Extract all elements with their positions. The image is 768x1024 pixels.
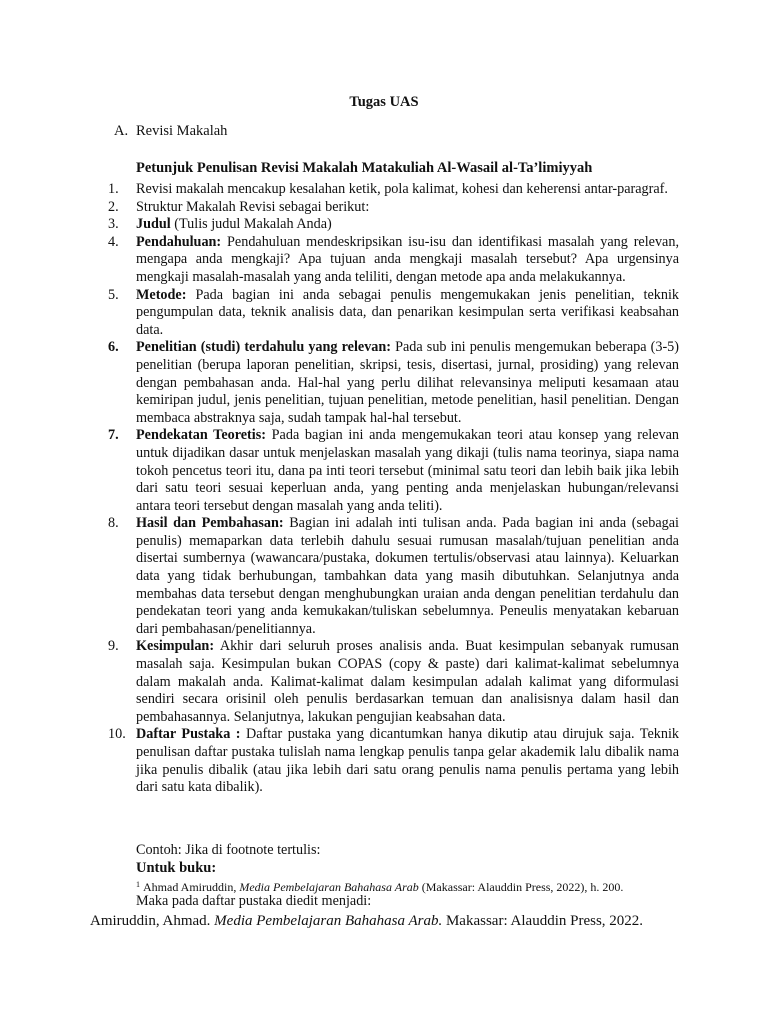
footnote-mark: 1	[136, 880, 140, 889]
list-item-text: Akhir dari seluruh proses analisis anda. Buat kesimpulan sebanyak rumusan masalah saja. Kesimpulan bukan COPAS (copy & paste) dari kalimat-kalimat sebelumnya dalam makalah anda. Kalimat-kalimat dalam kesimpulan adalah kalimat yang diformulasi sendiri secara orisinil oleh penulis berdasarkan temuan dan analisisnya dalam hasil dan pembahasannya. Selanjutnya, lakukan pengujian keabsahan data.	[136, 638, 679, 725]
bibliography-publication: Makassar: Alauddin Press, 2022.	[442, 913, 644, 929]
list-item	[108, 234, 679, 287]
list-item-label: Judul	[136, 216, 171, 233]
list-item	[108, 726, 679, 796]
subheading: Petunjuk Penulisan Revisi Makalah Matakuliah Al-Wasail al-Ta’limiyyah	[136, 160, 593, 176]
book-heading: Untuk buku:	[136, 860, 217, 876]
section-label: Revisi Makalah	[136, 123, 228, 139]
list-item-text: Pada bagian ini anda sebagai penulis mengemukakan jenis penelitian, teknik pengumpulan data, teknik analisis data, dan penarikan kesimpulan serta verifikasi keabsahan data.	[136, 286, 679, 338]
list-item-label: Pendahuluan:	[136, 233, 222, 250]
bibliography-entry	[90, 912, 643, 930]
section-letter: A.	[114, 123, 129, 139]
list-item-text: Revisi makalah mencakup kesalahan ketik, pola kalimat, kohesi dan keherensi antar-paragraf.	[136, 181, 668, 197]
list-item-text: Bagian ini adalah inti tulisan anda. Pada bagian ini anda (sebagai penulis) memaparkan data terlebih dahulu sesuai rumusan masalah/tujuan penelitian anda disertai sumbernya (wawancara/pustaka, dokumen tertulis/observasi atau lainnya). Keluarkan data yang tidak berhubungan, tambahkan data yang masih dibutuhkan. Selanjutnya anda membahas data tersebut dengan menghubungkan uraian anda dengan penelitian terdahulu dan pendekatan teori yang anda kemukakan/tuliskan sebelumnya. Peneulis menyatakan kebaruan dari pembahasan/penelitiannya.	[136, 515, 679, 637]
example-intro: Contoh: Jika di footnote tertulis:	[136, 842, 321, 858]
list-item-text: Pada sub ini penulis mengemukan beberapa (3-5) penelitian (berupa laporan penelitian, skripsi, tesis, disertasi, jurnal, prosiding) yang relevan dengan pembahasan anda. Hal-hal yang perlu dilihat relevansinya meliputi kesamaan atau kemiripan judul, jenis penelitian, tujuan penelitian, metode penelitian, hasil penelitian. Dengan membaca abstraknya saja, sudah tampak hal-hal tersebut.	[136, 339, 680, 426]
list-item-label: Daftar Pustaka :	[136, 726, 241, 743]
list-item-text: Daftar pustaka yang dicantumkan hanya dikutip atau dirujuk saja. Teknik penulisan daftar pustaka tulislah nama lengkap penulis tanpa gelar akademik lalu dibalik nama jika penulis dibalik (atau jika lebih dari satu orang penulis nama penulis pertama yang lebih dari satu kata dibalik).	[136, 726, 679, 796]
list-item	[108, 638, 679, 726]
list-item-label: Hasil dan Pembahasan:	[136, 515, 284, 532]
list-item-number: 4.	[108, 233, 119, 250]
section-heading	[114, 123, 227, 140]
list-item	[108, 515, 679, 638]
list-item	[108, 339, 679, 427]
footnote-author: Ahmad Amiruddin,	[143, 880, 240, 894]
bibliography-author: Amiruddin, Ahmad.	[90, 913, 215, 929]
list-item-number: 1.	[108, 181, 119, 197]
list-item	[108, 199, 679, 217]
list-item-text: (Tulis judul Makalah Anda)	[170, 216, 332, 233]
list-item-label: Metode:	[136, 286, 187, 303]
list-item-number: 5.	[108, 286, 119, 303]
footnote-book-title: Media Pembelajaran Bahahasa Arab	[239, 880, 419, 894]
list-item-label: Penelitian (studi) terdahulu yang relevan:	[136, 339, 392, 356]
list-item-text: Pendahuluan mendeskripsikan isu-isu dan identifikasi masalah yang relevan, mengapa anda mengkaji? Apa tujuan anda mengkaji masalah tersebut? Apa urgensinya mengkaji masalah-masalah yang anda teliliti, dengan metode apa anda melakukannya.	[136, 233, 679, 285]
bibliography-intro: Maka pada daftar pustaka diedit menjadi:	[136, 893, 372, 909]
instruction-list	[108, 181, 679, 797]
footnote-publication: (Makassar: Alauddin Press, 2022), h. 200.	[418, 880, 624, 894]
list-item-label: Pendekatan Teoretis:	[136, 427, 266, 444]
list-item-number: 6.	[108, 339, 119, 356]
list-item-number: 8.	[108, 515, 119, 532]
list-item	[108, 216, 679, 234]
list-item-text: Struktur Makalah Revisi sebagai berikut:	[136, 198, 370, 215]
bibliography-book-title: Media Pembelajaran Bahahasa Arab.	[214, 913, 443, 929]
list-item-number: 9.	[108, 638, 119, 655]
list-item	[108, 287, 679, 340]
list-item	[108, 427, 679, 515]
page-title: Tugas UAS	[349, 94, 419, 110]
list-item-number: 7.	[108, 427, 119, 444]
list-item	[108, 181, 679, 199]
list-item-number: 3.	[108, 216, 119, 233]
list-item-number: 10.	[108, 726, 126, 743]
list-item-number: 2.	[108, 198, 119, 215]
list-item-text: Pada bagian ini anda mengemukakan teori atau konsep yang relevan untuk dijadikan dasar untuk menjelaskan masalah yang dikaji (tulis nama teorinya, siapa nama tokoh pencetus teori itu, dana pa inti teori tersebut (minimal satu teori dan lebih baik jika lebih dari satu teori sesuai keperluan anda, yang penting anda menjelaskan hubungan/relevansi antara teori tersebut dengan masalah yang anda teliti).	[136, 427, 679, 514]
list-item-label: Kesimpulan:	[136, 638, 215, 655]
